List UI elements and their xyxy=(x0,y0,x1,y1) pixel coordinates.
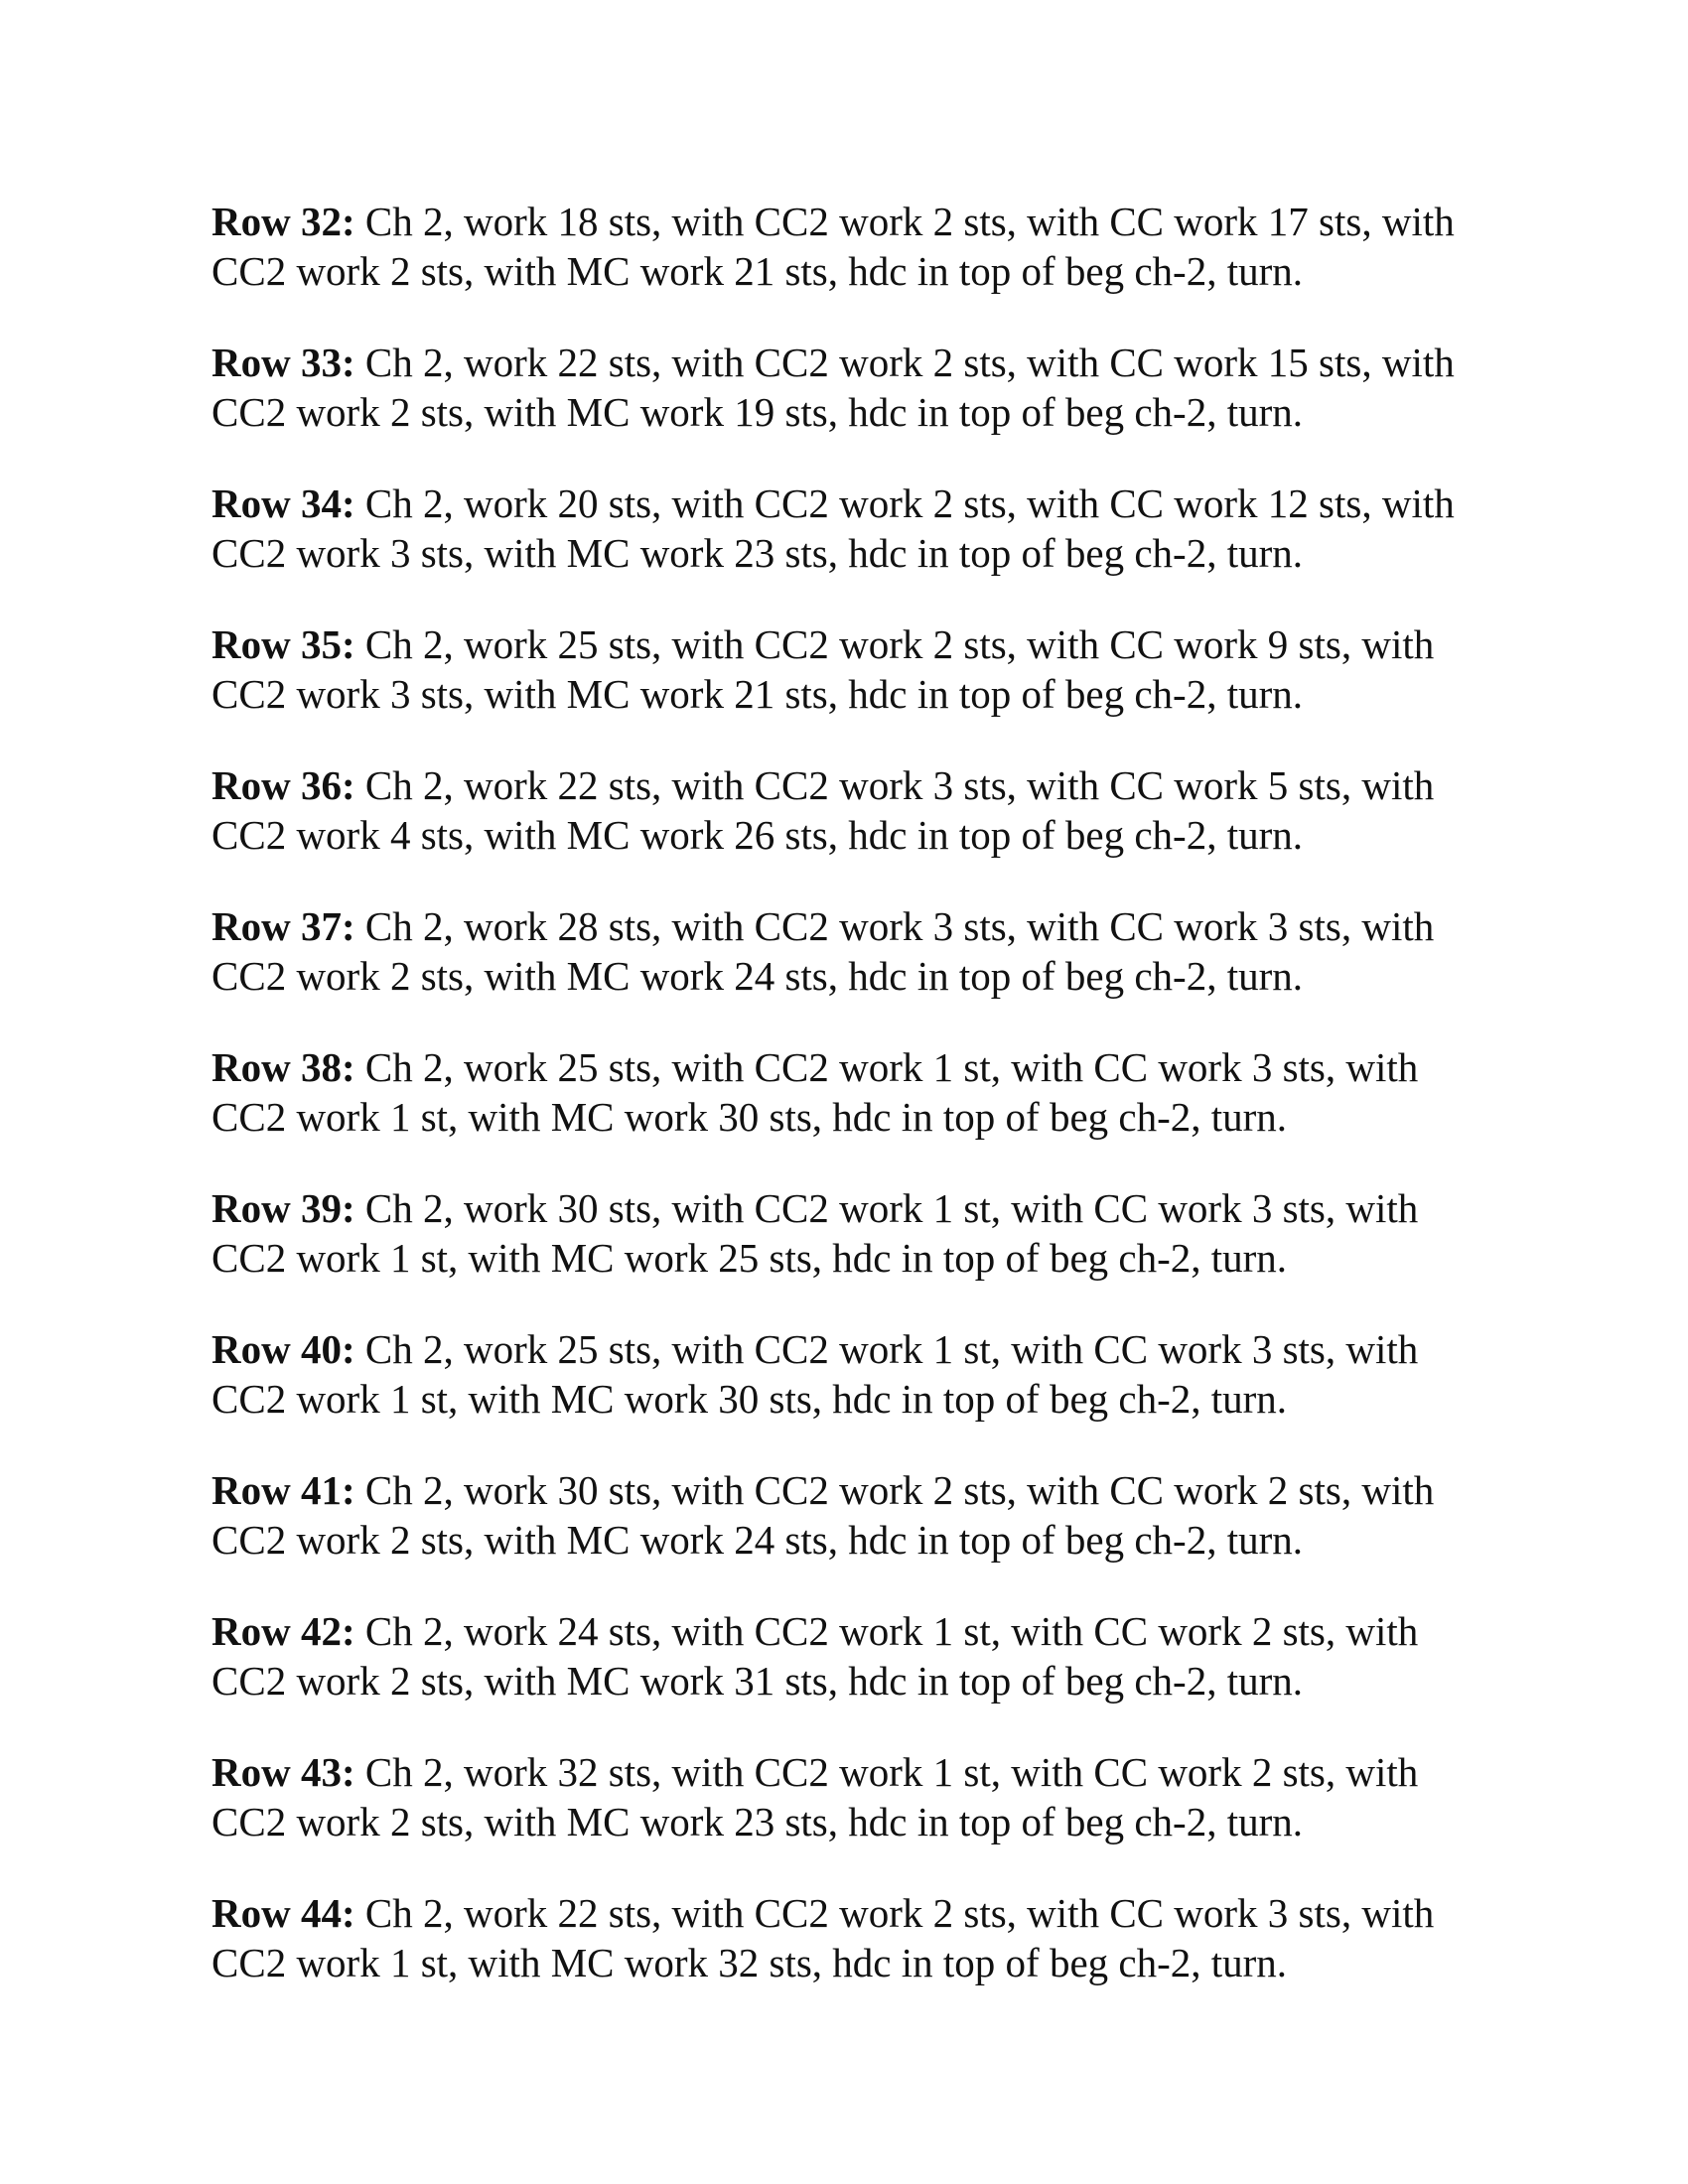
pattern-row xyxy=(211,338,1502,437)
row-label: Row 38: xyxy=(211,1044,355,1090)
row-instruction-line-1: Ch 2, work 32 sts, with CC2 work 1 st, with CC work 2 sts, with xyxy=(364,1749,1419,1795)
row-instruction-line-1: Ch 2, work 25 sts, with CC2 work 1 st, with CC work 3 sts, with xyxy=(364,1044,1419,1090)
pattern-row xyxy=(211,1465,1502,1565)
row-instruction-line-1: Ch 2, work 30 sts, with CC2 work 1 st, with CC work 3 sts, with xyxy=(364,1185,1419,1231)
row-instruction-line-2: CC2 work 1 st, with MC work 30 sts, hdc in top of beg ch-2, turn. xyxy=(211,1094,1288,1140)
row-instruction-line-1: Ch 2, work 22 sts, with CC2 work 2 sts, with CC work 15 sts, with xyxy=(364,340,1455,385)
pattern-row xyxy=(211,1606,1502,1706)
row-label: Row 40: xyxy=(211,1326,355,1372)
row-instruction-line-1: Ch 2, work 25 sts, with CC2 work 2 sts, with CC work 9 sts, with xyxy=(364,621,1435,667)
row-instruction-line-2: CC2 work 2 sts, with MC work 19 sts, hdc in top of beg ch-2, turn. xyxy=(211,389,1303,435)
pattern-row xyxy=(211,901,1502,1001)
row-label: Row 33: xyxy=(211,340,355,385)
pattern-row xyxy=(211,619,1502,719)
row-instruction-line-2: CC2 work 1 st, with MC work 25 sts, hdc in top of beg ch-2, turn. xyxy=(211,1235,1288,1281)
row-instruction-line-2: CC2 work 2 sts, with MC work 24 sts, hdc in top of beg ch-2, turn. xyxy=(211,953,1303,999)
row-label: Row 37: xyxy=(211,903,355,949)
row-instruction-line-1: Ch 2, work 28 sts, with CC2 work 3 sts, with CC work 3 sts, with xyxy=(364,903,1435,949)
row-instruction-line-2: CC2 work 3 sts, with MC work 21 sts, hdc in top of beg ch-2, turn. xyxy=(211,671,1303,717)
row-instruction-line-1: Ch 2, work 30 sts, with CC2 work 2 sts, with CC work 2 sts, with xyxy=(364,1467,1435,1513)
row-instruction-line-1: Ch 2, work 24 sts, with CC2 work 1 st, with CC work 2 sts, with xyxy=(364,1608,1419,1654)
pattern-row xyxy=(211,1042,1502,1142)
row-label: Row 42: xyxy=(211,1608,355,1654)
pattern-row xyxy=(211,1324,1502,1424)
row-instruction-line-2: CC2 work 2 sts, with MC work 21 sts, hdc in top of beg ch-2, turn. xyxy=(211,248,1303,294)
row-label: Row 43: xyxy=(211,1749,355,1795)
row-label: Row 44: xyxy=(211,1890,355,1936)
row-instruction-line-2: CC2 work 1 st, with MC work 32 sts, hdc in top of beg ch-2, turn. xyxy=(211,1940,1288,1985)
row-instruction-line-1: Ch 2, work 22 sts, with CC2 work 2 sts, with CC work 3 sts, with xyxy=(364,1890,1435,1936)
row-label: Row 36: xyxy=(211,762,355,808)
pattern-row xyxy=(211,478,1502,578)
row-label: Row 34: xyxy=(211,480,355,526)
row-instruction-line-2: CC2 work 1 st, with MC work 30 sts, hdc in top of beg ch-2, turn. xyxy=(211,1376,1288,1422)
pattern-row xyxy=(211,1183,1502,1283)
row-instruction-line-1: Ch 2, work 20 sts, with CC2 work 2 sts, with CC work 12 sts, with xyxy=(364,480,1455,526)
row-label: Row 32: xyxy=(211,199,355,244)
row-instruction-line-1: Ch 2, work 18 sts, with CC2 work 2 sts, with CC work 17 sts, with xyxy=(364,199,1455,244)
row-instruction-line-2: CC2 work 3 sts, with MC work 23 sts, hdc in top of beg ch-2, turn. xyxy=(211,530,1303,576)
pattern-row xyxy=(211,197,1502,296)
pattern-row xyxy=(211,1888,1502,1987)
row-label: Row 35: xyxy=(211,621,355,667)
pattern-rows-list xyxy=(211,197,1502,2029)
row-instruction-line-1: Ch 2, work 25 sts, with CC2 work 1 st, with CC work 3 sts, with xyxy=(364,1326,1419,1372)
row-label: Row 39: xyxy=(211,1185,355,1231)
row-instruction-line-2: CC2 work 2 sts, with MC work 31 sts, hdc in top of beg ch-2, turn. xyxy=(211,1658,1303,1704)
row-instruction-line-2: CC2 work 2 sts, with MC work 24 sts, hdc in top of beg ch-2, turn. xyxy=(211,1517,1303,1563)
row-instruction-line-2: CC2 work 4 sts, with MC work 26 sts, hdc in top of beg ch-2, turn. xyxy=(211,812,1303,858)
row-instruction-line-1: Ch 2, work 22 sts, with CC2 work 3 sts, with CC work 5 sts, with xyxy=(364,762,1435,808)
row-instruction-line-2: CC2 work 2 sts, with MC work 23 sts, hdc in top of beg ch-2, turn. xyxy=(211,1799,1303,1844)
pattern-row xyxy=(211,760,1502,860)
row-label: Row 41: xyxy=(211,1467,355,1513)
pattern-row xyxy=(211,1747,1502,1846)
